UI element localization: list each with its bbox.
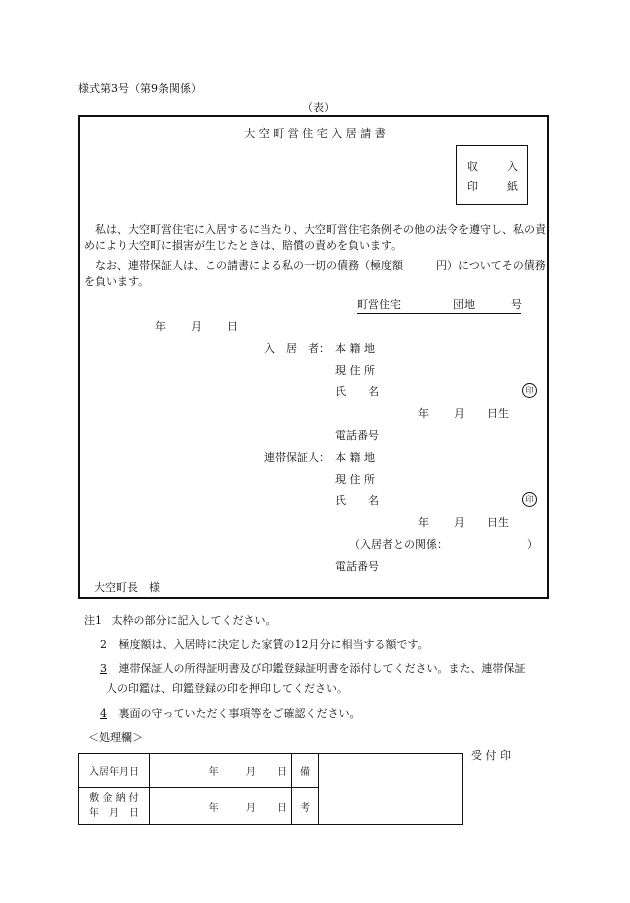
resident-phone: 電話番号 bbox=[335, 429, 379, 442]
row1-year: 年 bbox=[208, 767, 219, 778]
receipt-stamp-label: 受 付 印 bbox=[471, 749, 511, 762]
stamp-char-3: 印 bbox=[467, 180, 478, 193]
revenue-stamp-box bbox=[456, 145, 528, 205]
note-3-num: 3 bbox=[100, 662, 107, 675]
side-label: （表） bbox=[302, 101, 335, 114]
resident-birth-day: 日生 bbox=[487, 407, 509, 420]
guarantor-phone: 電話番号 bbox=[335, 560, 379, 573]
date-day: 日 bbox=[227, 320, 238, 333]
date-month: 月 bbox=[191, 320, 202, 333]
housing-danchi: 団地 bbox=[453, 298, 475, 311]
resident-seal-icon: 印 bbox=[522, 383, 537, 398]
guarantor-address: 現 住 所 bbox=[335, 473, 375, 486]
resident-birth-month: 月 bbox=[454, 407, 465, 420]
row2-date bbox=[150, 788, 292, 825]
guarantor-name-label: 氏 名 bbox=[335, 494, 379, 507]
pledge-paragraph: 私は、大空町営住宅に入居するに当たり、大空町営住宅条例その他の法令を遵守し、私の責めにより大空町に損害が生じたときは、賠償の責めを負います。 bbox=[84, 223, 546, 252]
note-1-num: 注1 bbox=[84, 614, 102, 627]
guarantor-paragraph: なお、連帯保証人は、この請書による私の一切の債務（極度額 円）についてその債務を負います。 bbox=[84, 259, 546, 288]
row1-day: 日 bbox=[277, 767, 287, 778]
stamp-char-2: 入 bbox=[507, 160, 518, 173]
guarantor-birth-day: 日生 bbox=[487, 516, 509, 529]
form-number: 様式第3号（第9条関係） bbox=[78, 82, 202, 95]
addressee: 大空町長 様 bbox=[94, 581, 160, 594]
date-year: 年 bbox=[155, 320, 166, 333]
resident-birth-year: 年 bbox=[418, 407, 429, 420]
housing-go: 号 bbox=[511, 298, 522, 311]
note-2 bbox=[100, 636, 429, 652]
remarks-top: 備 bbox=[292, 754, 319, 788]
note-4-num: 4 bbox=[100, 707, 107, 720]
stamp-char-1: 収 bbox=[467, 160, 478, 173]
processing-label: ＜処理欄＞ bbox=[88, 731, 143, 744]
note-2-text: 極度額は、入居時に決定した家賃の12月分に相当する額です。 bbox=[118, 638, 429, 651]
note-4-text: 裏面の守っていただく事項等をご確認ください。 bbox=[118, 707, 361, 720]
row1-date bbox=[150, 754, 292, 788]
guarantor-birth-month: 月 bbox=[454, 516, 465, 529]
form-title bbox=[0, 125, 630, 141]
resident-honseki: 本 籍 地 bbox=[335, 342, 375, 355]
remarks-cell bbox=[319, 754, 463, 825]
guarantor-birth-year: 年 bbox=[418, 516, 429, 529]
row2-day: 日 bbox=[277, 802, 287, 814]
row2-label-line2: 年 月 日 bbox=[89, 808, 139, 819]
housing-line bbox=[357, 296, 521, 314]
guarantor-relation-close: ） bbox=[527, 538, 538, 551]
note-4 bbox=[100, 705, 361, 721]
form-title-text: 大 空 町 営 住 宅 入 居 請 書 bbox=[244, 127, 386, 140]
guarantor-role: 連帯保証人： bbox=[264, 451, 330, 464]
note-1 bbox=[84, 612, 277, 628]
row2-label-line1: 敷 金 納 付 bbox=[89, 793, 139, 804]
row2-year: 年 bbox=[208, 802, 219, 814]
note-1-text: 太枠の部分に記入してください。 bbox=[111, 614, 277, 627]
row1-label: 入居年月日 bbox=[79, 754, 150, 788]
guarantor-honseki: 本 籍 地 bbox=[335, 451, 375, 464]
remarks-bottom: 考 bbox=[292, 788, 319, 825]
resident-role: 入 居 者： bbox=[264, 342, 330, 355]
note-2-num: 2 bbox=[100, 638, 107, 651]
guarantor-relation-open: （入居者との関係： bbox=[349, 538, 448, 551]
row1-month: 月 bbox=[245, 767, 256, 778]
stamp-char-4: 紙 bbox=[507, 180, 518, 193]
guarantor-seal-icon: 印 bbox=[522, 492, 537, 507]
note-3-text: 連帯保証人の所得証明書及び印鑑登録証明書を添付してください。また、連帯保証 bbox=[118, 662, 526, 675]
note-3-cont: 人の印鑑は、印鑑登録の印を押印してください。 bbox=[106, 682, 348, 695]
processing-table bbox=[78, 753, 463, 825]
housing-label: 町営住宅 bbox=[357, 298, 401, 311]
resident-name-label: 氏 名 bbox=[335, 385, 379, 398]
row2-month: 月 bbox=[245, 802, 256, 814]
note-3 bbox=[100, 660, 526, 676]
row2-label bbox=[79, 788, 150, 825]
resident-address: 現 住 所 bbox=[335, 364, 375, 377]
